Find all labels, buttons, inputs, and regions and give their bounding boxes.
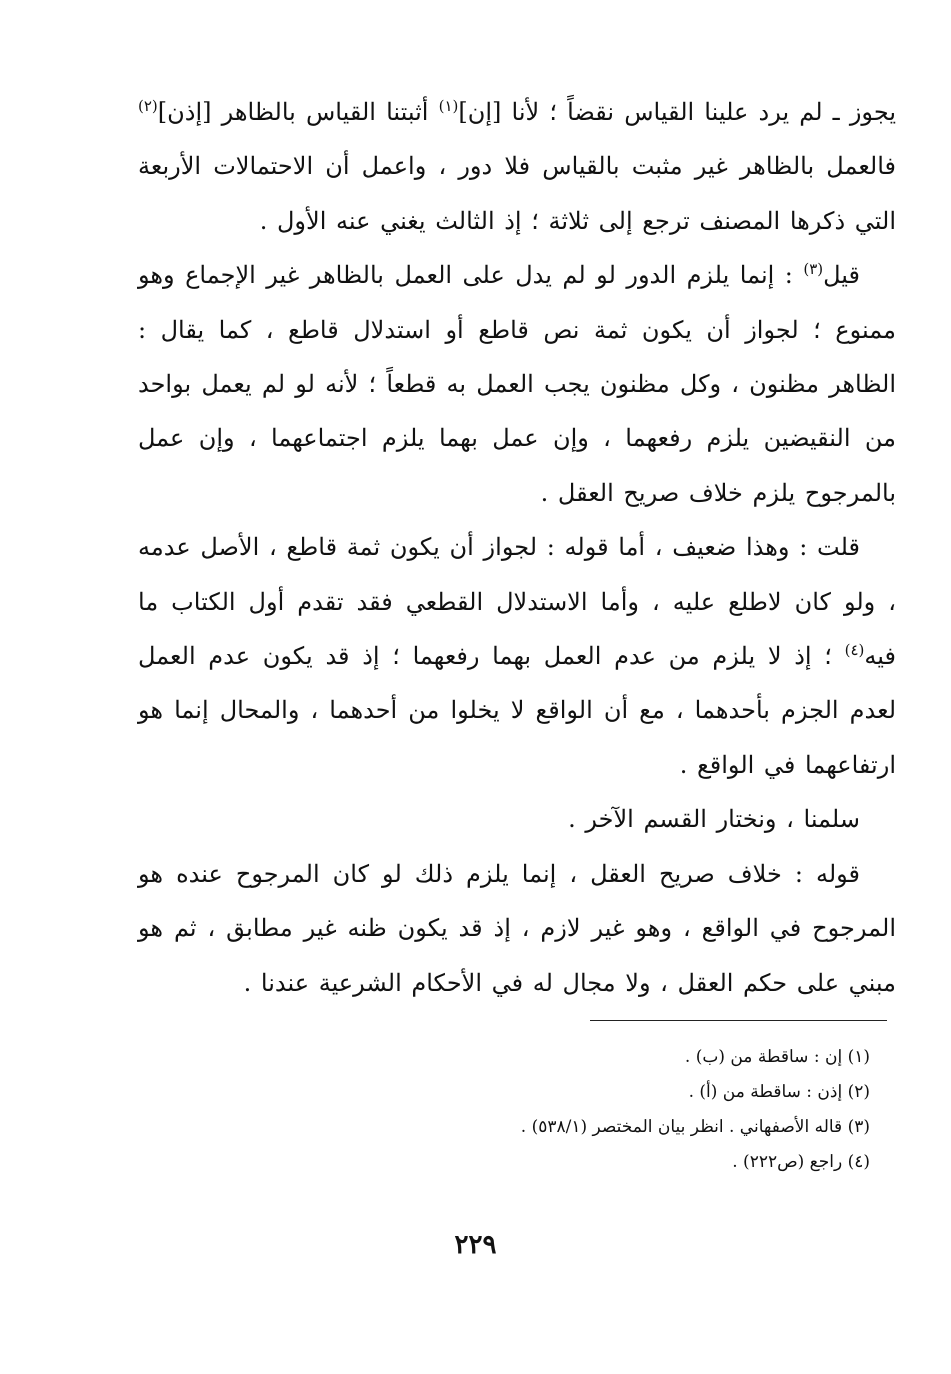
footnotes — [300, 1040, 870, 1180]
footnote-divider — [590, 1020, 887, 1021]
text-segment: قلت : وهذا ضعيف ، أما قوله : لجواز أن يكون ثمة قاطع ، الأصل عدمه ، ولو كان لاطلع عليه ، وأما الاستدلال القطعي فقد تقدم أول الكتاب ما فيه — [138, 533, 896, 671]
main-text — [138, 85, 896, 1010]
text-segment: ؛ إذ لا يلزم من عدم العمل بهما رفعهما ؛ إذ قد يكون عدم العمل لعدم الجزم بأحدهما ، مع أن الواقع لا يخلوا من أحدهما ، والمحال إنما هو ارتفاعهما في الواقع . — [138, 642, 896, 779]
paragraph-1 — [138, 85, 896, 248]
footnote-ref: (٤) — [844, 641, 865, 660]
text-segment: فالعمل بالظاهر غير مثبت بالقياس فلا دور ، واعمل أن الاحتمالات الأربعة التي ذكرها المصنف ترجع إلى ثلاثة ؛ إذ الثالث يغني عنه الأول . — [138, 152, 896, 235]
text-segment: يجوز ـ لم يرد علينا القياس نقضاً ؛ لأنا [إن] — [458, 98, 896, 126]
text-segment: قيل — [823, 261, 860, 290]
page-number: ٢٢٩ — [454, 1230, 497, 1260]
paragraph-5: قوله : خلاف صريح العقل ، إنما يلزم ذلك لو كان المرجوح عنده هو المرجوح في الواقع ، وهو غير لازم ، إذ قد يكون ظنه غير مطابق ، ثم هو مبني على حكم العقل ، ولا مجال له في الأحكام الشرعية عندنا . — [138, 859, 896, 997]
footnote: (٣) قاله الأصفهاني . انظر بيان المختصر (٥٣٨/١) . — [520, 1117, 870, 1137]
text-segment: أثبتنا القياس بالظاهر [إذن] — [157, 98, 429, 126]
footnote-ref: (١) — [438, 97, 459, 115]
text-segment: : إنما يلزم الدور لو لم يدل على العمل بالظاهر غير الإجماع وهو ممنوع ؛ لجواز أن يكون ثمة نص قاطع أو استدلال قاطع ، كما يقال : الظاهر مظنون ، وكل مظنون يجب العمل به قطعاً ؛ لأنه لو لم يعمل بواحد من النقيضين يلزم رفعهما ، وإن عمل بهما يلزم اجتماعهما ، وإن عمل بالمرجوح يلزم خلاف صريح العقل . — [138, 261, 896, 507]
footnote: (١) إن : ساقطة من (ب) . — [684, 1047, 870, 1067]
paragraph-2 — [138, 248, 896, 520]
footnote: (٢) إذن : ساقطة من (أ) . — [688, 1082, 870, 1102]
paragraph-4: سلمنا ، ونختار القسم الآخر . — [568, 805, 860, 834]
footnote: (٤) راجع (ص٢٢٢) . — [732, 1152, 870, 1172]
paragraph-3 — [138, 520, 896, 792]
footnote-ref: (٢) — [138, 97, 158, 115]
footnote-ref: (٣) — [803, 260, 824, 279]
